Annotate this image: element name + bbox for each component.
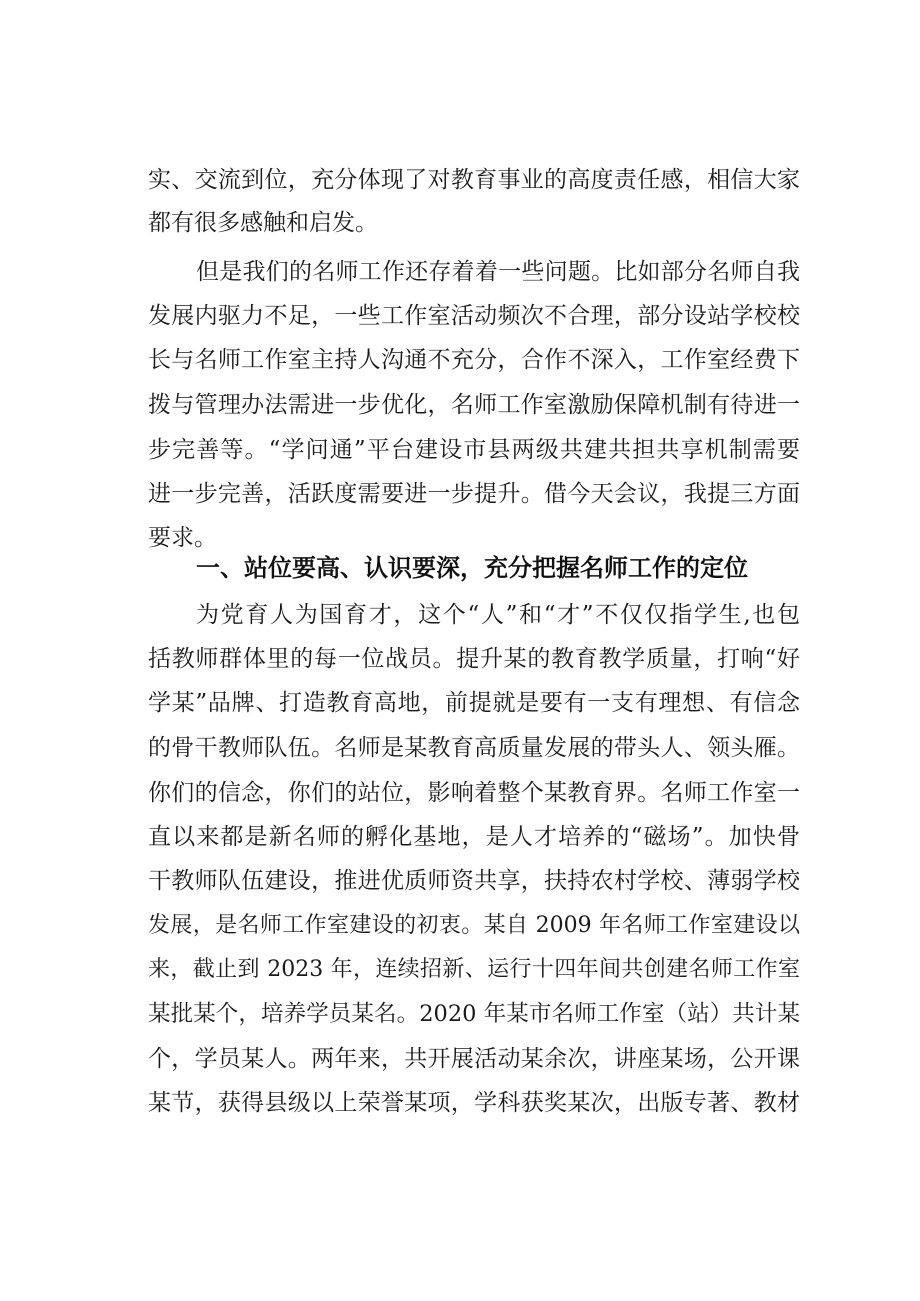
body-line: 个，学员某人。两年来，共开展活动某余次，讲座某场，公开课 [148, 1046, 800, 1072]
body-line: 括教师群体里的每一位战员。提升某的教育教学质量，打响“好 [148, 646, 800, 672]
body-line: 发展内驱力不足，一些工作室活动频次不合理，部分设站学校校 [148, 303, 800, 329]
body-line: 为党育人为国育才，这个“人”和“才”不仅仅指学生,也包 [196, 602, 800, 628]
body-line: 实、交流到位，充分体现了对教育事业的高度责任感，相信大家 [148, 167, 800, 193]
body-line: 要求。 [148, 525, 217, 551]
body-line: 学某”品牌、打造教育高地，前提就是要有一支有理想、有信念 [148, 690, 800, 716]
body-line: 某节，获得县级以上荣誉某项，学科获奖某次，出版专著、教材 [148, 1090, 800, 1116]
body-line: 来，截止到 2023 年，连续招新、运行十四年间共创建名师工作室 [148, 957, 800, 982]
body-line: 干教师队伍建设，推进优质师资共享，扶持农村学校、薄弱学校 [148, 868, 800, 894]
body-line: 步完善等。“学问通”平台建设市县两级共建共担共享机制需要 [148, 437, 800, 463]
body-line: 都有很多感触和启发。 [148, 210, 378, 236]
body-line: 直以来都是新名师的孵化基地，是人才培养的“磁场”。加快骨 [148, 824, 800, 850]
body-line: 的骨干教师队伍。名师是某教育高质量发展的带头人、领头雁。 [148, 735, 800, 761]
body-line: 发展，是名师工作室建设的初衷。某自 2009 年名师工作室建设以 [148, 913, 800, 938]
body-line: 但是我们的名师工作还存着着一些问题。比如部分名师自我 [196, 259, 800, 285]
body-line: 拨与管理办法需进一步优化，名师工作室激励保障机制有待进一 [148, 392, 800, 418]
body-line: 你们的信念，你们的站位，影响着整个某教育界。名师工作室一 [148, 780, 800, 806]
section-heading: 一、站位要高、认识要深，充分把握名师工作的定位 [196, 554, 748, 582]
body-line: 进一步完善，活跃度需要进一步提升。借今天会议，我提三方面 [148, 481, 800, 507]
body-line: 某批某个，培养学员某名。2020 年某市名师工作室（站）共计某 [148, 1001, 800, 1027]
body-line: 长与名师工作室主持人沟通不充分，合作不深入，工作室经费下 [148, 347, 800, 373]
